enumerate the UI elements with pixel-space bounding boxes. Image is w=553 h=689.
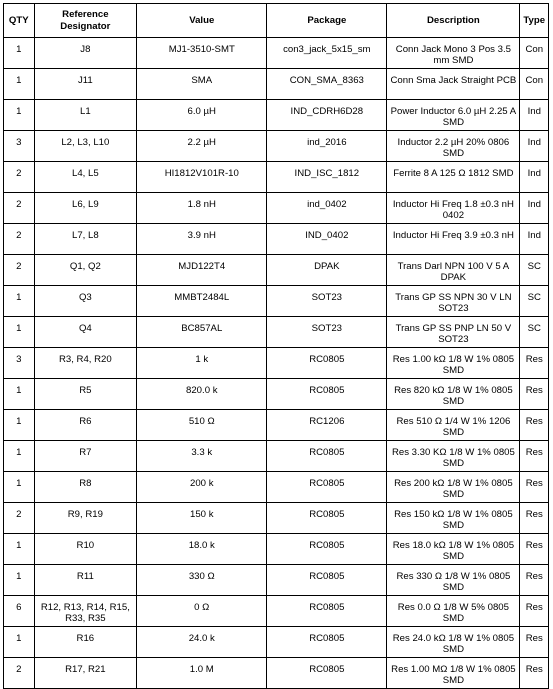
header-package: Package [267,4,387,38]
cell-qty: 2 [4,503,35,534]
cell-qty: 1 [4,565,35,596]
cell-value: 3.3 k [137,441,267,472]
cell-description: Res 200 kΩ 1/8 W 1% 0805 SMD [387,472,520,503]
cell-qty: 6 [4,596,35,627]
cell-type: Res [520,658,549,689]
cell-reference-designator: R10 [34,534,137,565]
table-row [4,286,549,317]
cell-package: RC0805 [267,379,387,410]
cell-package: DPAK [267,255,387,286]
cell-qty: 2 [4,193,35,224]
table-row [4,38,549,69]
cell-qty: 3 [4,348,35,379]
cell-description: Power Inductor 6.0 µH 2.25 A SMD [387,100,520,131]
cell-reference-designator: R3, R4, R20 [34,348,137,379]
cell-type: Res [520,472,549,503]
cell-package: RC0805 [267,658,387,689]
cell-value: MMBT2484L [137,286,267,317]
cell-reference-designator: Q4 [34,317,137,348]
cell-package: IND_CDRH6D28 [267,100,387,131]
cell-qty: 1 [4,38,35,69]
table-row [4,441,549,472]
cell-reference-designator: R11 [34,565,137,596]
cell-type: Con [520,38,549,69]
cell-description: Conn Sma Jack Straight PCB [387,69,520,100]
cell-description: Inductor Hi Freq 3.9 ±0.3 nH [387,224,520,255]
cell-description: Trans GP SS NPN 30 V LN SOT23 [387,286,520,317]
cell-reference-designator: R8 [34,472,137,503]
table-row [4,503,549,534]
cell-reference-designator: Q3 [34,286,137,317]
cell-package: RC0805 [267,627,387,658]
table-row [4,255,549,286]
table-row [4,565,549,596]
table-row [4,596,549,627]
table-row [4,193,549,224]
cell-description: Trans Darl NPN 100 V 5 A DPAK [387,255,520,286]
cell-reference-designator: R7 [34,441,137,472]
table-row [4,658,549,689]
table-row [4,379,549,410]
table-row [4,69,549,100]
cell-value: MJ1-3510-SMT [137,38,267,69]
cell-value: 820.0 k [137,379,267,410]
cell-description: Res 820 kΩ 1/8 W 1% 0805 SMD [387,379,520,410]
cell-description: Inductor 2.2 µH 20% 0806 SMD [387,131,520,162]
cell-value: 3.9 nH [137,224,267,255]
cell-value: 510 Ω [137,410,267,441]
bom-table [3,3,549,689]
cell-type: Res [520,565,549,596]
cell-reference-designator: L2, L3, L10 [34,131,137,162]
cell-package: ind_2016 [267,131,387,162]
cell-type: Res [520,379,549,410]
cell-description: Res 1.00 MΩ 1/8 W 1% 0805 SMD [387,658,520,689]
bom-table-container [3,3,549,689]
cell-description: Res 1.00 kΩ 1/8 W 1% 0805 SMD [387,348,520,379]
cell-type: Ind [520,193,549,224]
cell-qty: 1 [4,286,35,317]
cell-package: RC0805 [267,503,387,534]
table-row [4,348,549,379]
table-row [4,317,549,348]
cell-qty: 1 [4,100,35,131]
cell-reference-designator: J11 [34,69,137,100]
header-value: Value [137,4,267,38]
cell-description: Res 0.0 Ω 1/8 W 5% 0805 SMD [387,596,520,627]
cell-reference-designator: R17, R21 [34,658,137,689]
cell-type: Res [520,410,549,441]
cell-qty: 1 [4,317,35,348]
table-row [4,100,549,131]
cell-qty: 2 [4,162,35,193]
cell-value: 2.2 µH [137,131,267,162]
cell-reference-designator: R6 [34,410,137,441]
cell-qty: 1 [4,441,35,472]
cell-value: 18.0 k [137,534,267,565]
cell-description: Trans GP SS PNP LN 50 V SOT23 [387,317,520,348]
cell-type: SC [520,286,549,317]
cell-value: 1 k [137,348,267,379]
header-row [4,4,549,38]
cell-qty: 2 [4,255,35,286]
cell-qty: 1 [4,627,35,658]
cell-description: Ferrite 8 A 125 Ω 1812 SMD [387,162,520,193]
cell-qty: 3 [4,131,35,162]
cell-package: SOT23 [267,317,387,348]
cell-type: Res [520,441,549,472]
cell-value: 1.8 nH [137,193,267,224]
cell-value: BC857AL [137,317,267,348]
cell-qty: 2 [4,224,35,255]
cell-package: SOT23 [267,286,387,317]
cell-value: 150 k [137,503,267,534]
cell-package: CON_SMA_8363 [267,69,387,100]
cell-value: 6.0 µH [137,100,267,131]
table-row [4,472,549,503]
table-row [4,224,549,255]
cell-type: Ind [520,100,549,131]
cell-reference-designator: R12, R13, R14, R15, R33, R35 [34,596,137,627]
cell-package: con3_jack_5x15_sm [267,38,387,69]
cell-value: 330 Ω [137,565,267,596]
cell-type: Res [520,534,549,565]
cell-package: IND_0402 [267,224,387,255]
cell-package: RC0805 [267,441,387,472]
cell-package: RC0805 [267,534,387,565]
cell-reference-designator: L1 [34,100,137,131]
cell-type: Con [520,69,549,100]
cell-package: RC0805 [267,596,387,627]
cell-package: IND_ISC_1812 [267,162,387,193]
cell-package: RC0805 [267,472,387,503]
table-row [4,627,549,658]
cell-reference-designator: Q1, Q2 [34,255,137,286]
cell-package: ind_0402 [267,193,387,224]
header-reference-designator: Reference Designator [34,4,137,38]
header-qty: QTY [4,4,35,38]
cell-type: Res [520,627,549,658]
cell-description: Res 150 kΩ 1/8 W 1% 0805 SMD [387,503,520,534]
header-type: Type [520,4,549,38]
table-row [4,410,549,441]
cell-type: Res [520,348,549,379]
cell-type: Ind [520,224,549,255]
cell-reference-designator: J8 [34,38,137,69]
cell-qty: 1 [4,534,35,565]
cell-value: 0 Ω [137,596,267,627]
table-row [4,534,549,565]
cell-description: Res 24.0 kΩ 1/8 W 1% 0805 SMD [387,627,520,658]
table-row [4,162,549,193]
cell-reference-designator: R16 [34,627,137,658]
cell-qty: 1 [4,69,35,100]
cell-value: MJD122T4 [137,255,267,286]
cell-description: Res 330 Ω 1/8 W 1% 0805 SMD [387,565,520,596]
cell-qty: 2 [4,658,35,689]
cell-value: HI1812V101R-10 [137,162,267,193]
cell-description: Res 3.30 KΩ 1/8 W 1% 0805 SMD [387,441,520,472]
cell-type: Ind [520,131,549,162]
table-row [4,131,549,162]
cell-package: RC0805 [267,565,387,596]
cell-value: 1.0 M [137,658,267,689]
cell-package: RC1206 [267,410,387,441]
cell-reference-designator: L7, L8 [34,224,137,255]
header-description: Description [387,4,520,38]
cell-type: Res [520,596,549,627]
cell-description: Res 18.0 kΩ 1/8 W 1% 0805 SMD [387,534,520,565]
cell-value: 24.0 k [137,627,267,658]
cell-qty: 1 [4,379,35,410]
cell-package: RC0805 [267,348,387,379]
cell-type: Res [520,503,549,534]
cell-value: SMA [137,69,267,100]
cell-type: SC [520,317,549,348]
cell-type: SC [520,255,549,286]
cell-qty: 1 [4,472,35,503]
cell-description: Inductor Hi Freq 1.8 ±0.3 nH 0402 [387,193,520,224]
cell-reference-designator: L6, L9 [34,193,137,224]
cell-description: Res 510 Ω 1/4 W 1% 1206 SMD [387,410,520,441]
cell-value: 200 k [137,472,267,503]
cell-reference-designator: R5 [34,379,137,410]
cell-description: Conn Jack Mono 3 Pos 3.5 mm SMD [387,38,520,69]
cell-reference-designator: L4, L5 [34,162,137,193]
bom-body [4,38,549,689]
cell-type: Ind [520,162,549,193]
cell-reference-designator: R9, R19 [34,503,137,534]
cell-qty: 1 [4,410,35,441]
